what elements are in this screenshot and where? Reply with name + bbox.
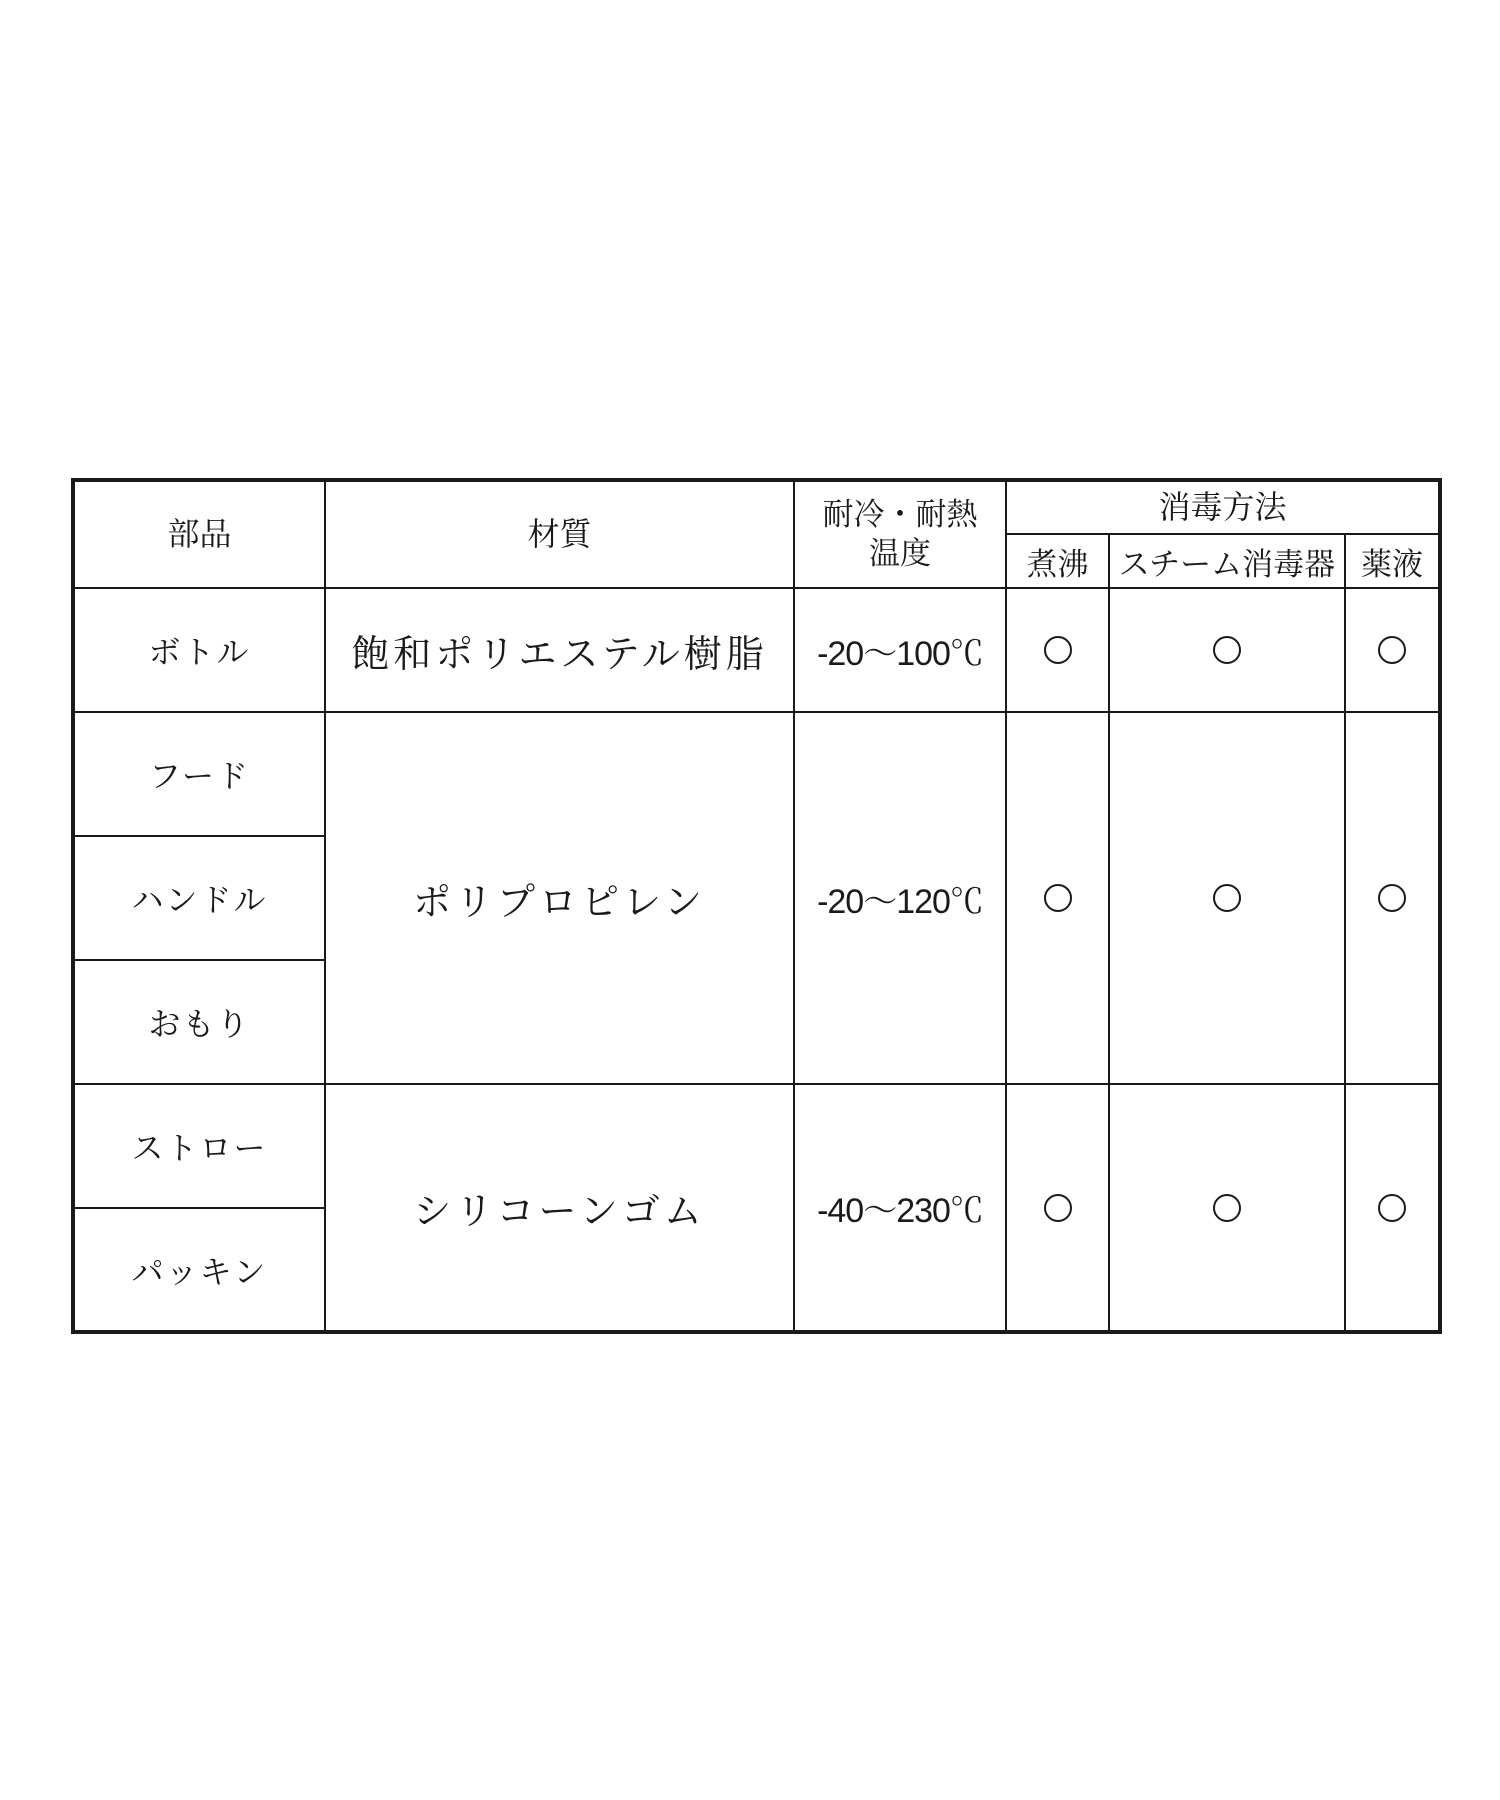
chemical-ok-mark bbox=[1378, 636, 1406, 664]
chemical-ok-mark bbox=[1378, 884, 1406, 912]
boiling-ok-mark bbox=[1044, 636, 1072, 664]
part-cell: ハンドル bbox=[73, 836, 325, 960]
header-chemical: 薬液 bbox=[1345, 534, 1440, 588]
boiling-cell bbox=[1006, 712, 1109, 1084]
chemical-cell bbox=[1345, 712, 1440, 1084]
header-temperature-line1: 耐冷・耐熱 bbox=[822, 496, 978, 533]
steam-ok-mark bbox=[1213, 636, 1241, 664]
material-cell: ポリプロピレン bbox=[325, 712, 794, 1084]
table-row bbox=[73, 588, 1440, 712]
header-boiling: 煮沸 bbox=[1006, 534, 1109, 588]
steam-ok-mark bbox=[1213, 1194, 1241, 1222]
header-sterilization: 消毒方法 bbox=[1006, 480, 1440, 534]
table-row bbox=[73, 1084, 1440, 1208]
chemical-cell bbox=[1345, 1084, 1440, 1332]
part-cell: おもり bbox=[73, 960, 325, 1084]
temperature-cell: -40～230℃ bbox=[794, 1084, 1006, 1332]
header-temperature-line2: 温度 bbox=[869, 535, 931, 572]
boiling-cell bbox=[1006, 1084, 1109, 1332]
chemical-cell bbox=[1345, 588, 1440, 712]
part-cell: ストロー bbox=[73, 1084, 325, 1208]
header-steam: スチーム消毒器 bbox=[1109, 534, 1345, 588]
part-cell: ボトル bbox=[73, 588, 325, 712]
steam-ok-mark bbox=[1213, 884, 1241, 912]
steam-cell bbox=[1109, 588, 1345, 712]
header-material: 材質 bbox=[325, 480, 794, 588]
header-part: 部品 bbox=[73, 480, 325, 588]
material-cell: 飽和ポリエステル樹脂 bbox=[325, 588, 794, 712]
material-cell: シリコーンゴム bbox=[325, 1084, 794, 1332]
boiling-ok-mark bbox=[1044, 884, 1072, 912]
steam-cell bbox=[1109, 712, 1345, 1084]
steam-cell bbox=[1109, 1084, 1345, 1332]
chemical-ok-mark bbox=[1378, 1194, 1406, 1222]
temperature-cell: -20～100℃ bbox=[794, 588, 1006, 712]
table-row bbox=[73, 712, 1440, 836]
part-cell: パッキン bbox=[73, 1208, 325, 1332]
header-row-top bbox=[73, 480, 1440, 534]
boiling-cell bbox=[1006, 588, 1109, 712]
part-cell: フード bbox=[73, 712, 325, 836]
boiling-ok-mark bbox=[1044, 1194, 1072, 1222]
material-spec-table bbox=[71, 478, 1442, 1334]
temperature-cell: -20～120℃ bbox=[794, 712, 1006, 1084]
header-temperature bbox=[794, 480, 1006, 588]
